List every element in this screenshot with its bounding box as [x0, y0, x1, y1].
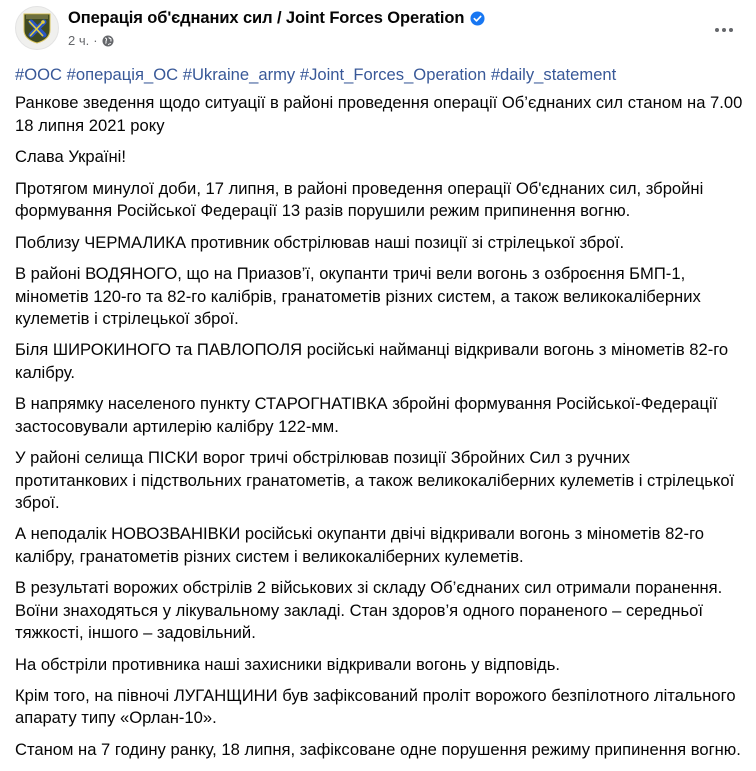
- more-dot-icon: [722, 28, 726, 32]
- post-paragraph: Біля ШИРОКИНОГО та ПАВЛОПОЛЯ російські найманці відкривали вогонь з мінометів 82-го калібру.: [15, 340, 729, 382]
- post-paragraph: Протягом минулої доби, 17 липня, в районі проведення операції Об'єднаних сил, збройні формування Російської Федерації 13 разів порушили режим припинення вогню.: [15, 178, 704, 221]
- hashtag-list: [15, 64, 745, 86]
- page-name-link[interactable]: Операція об'єднаних сил / Joint Forces Operation: [68, 9, 465, 27]
- hashtag-link[interactable]: #операція_ОС: [66, 65, 179, 84]
- post-body: [15, 64, 745, 771]
- post-paragraph-greeting: Слава Україні!: [15, 147, 126, 167]
- post-paragraph: Поблизу ЧЕРМАЛИКА противник обстрілював наші позиції зі стрілецької зброї.: [15, 232, 625, 252]
- post-paragraph: В напрямку населеного пункту СТАРОГНАТІВКА збройні формування Російської-Федерації застосовували артилерію калібру 122-мм.: [15, 394, 718, 436]
- post-paragraph: В результаті ворожих обстрілів 2 військових зі складу Об’єднаних сил отримали поранення. Воїни знаходяться у лікувальному закладі. Стан здоров’я одного пораненого – середньої тяжкості, іншого – задовільний.: [15, 578, 723, 642]
- hashtag-link[interactable]: #daily_statement: [490, 65, 617, 84]
- post-paragraph: У районі селища ПІСКИ ворог тричі обстрілював позиції Збройних Сил з ручних протитанкових і підствольних гранатометів, а також великокаліберних кулеметів і стрілецької зброї.: [15, 448, 735, 512]
- post-timestamp[interactable]: 2 ч.: [68, 33, 90, 48]
- page-avatar[interactable]: [15, 6, 59, 50]
- post-meta: [68, 33, 114, 48]
- post-paragraph: Крім того, на півночі ЛУГАНЩИНИ був зафіксований проліт ворожого безпілотного літального апарату типу «Орлан-10».: [15, 686, 736, 728]
- more-options-button[interactable]: [709, 18, 739, 42]
- hashtag-link[interactable]: #Ukraine_army: [182, 65, 296, 84]
- post-paragraph-headline: Ранкове зведення щодо ситуації в районі проведення операції Об’єднаних сил станом на 7.00 18 липня 2021 року: [15, 93, 743, 135]
- globe-icon[interactable]: [102, 35, 114, 47]
- title-row: [68, 9, 485, 28]
- post-paragraph: А неподалік НОВОЗВАНІВКИ російські окупанти двічі відкривали вогонь з мінометів 82-го калібру, гранатометів різних систем і великокаліберних кулеметів.: [15, 524, 704, 566]
- more-dot-icon: [729, 28, 733, 32]
- meta-separator: ·: [93, 33, 98, 48]
- post-paragraph: В районі ВОДЯНОГО, що на Приазов’ї, окупанти тричі вели вогонь з озброєння БМП-1, мінометів 120-го та 82-го калібрів, гранатометів різних систем, а також великокаліберних кулеметів і стрілецької зброї.: [15, 264, 701, 328]
- jfo-emblem-icon: [22, 12, 52, 44]
- hashtag-link[interactable]: #Joint_Forces_Operation: [299, 65, 487, 84]
- verified-badge-icon: [470, 11, 485, 26]
- hashtag-link[interactable]: #ООС: [15, 65, 63, 84]
- post-paragraph: Станом на 7 годину ранку, 18 липня, зафіксоване одне порушення режиму припинення вогню.: [15, 739, 741, 759]
- post-paragraph: На обстріли противника наші захисники відкривали вогонь у відповідь.: [15, 654, 560, 674]
- post-header: [0, 0, 756, 60]
- more-dot-icon: [715, 28, 719, 32]
